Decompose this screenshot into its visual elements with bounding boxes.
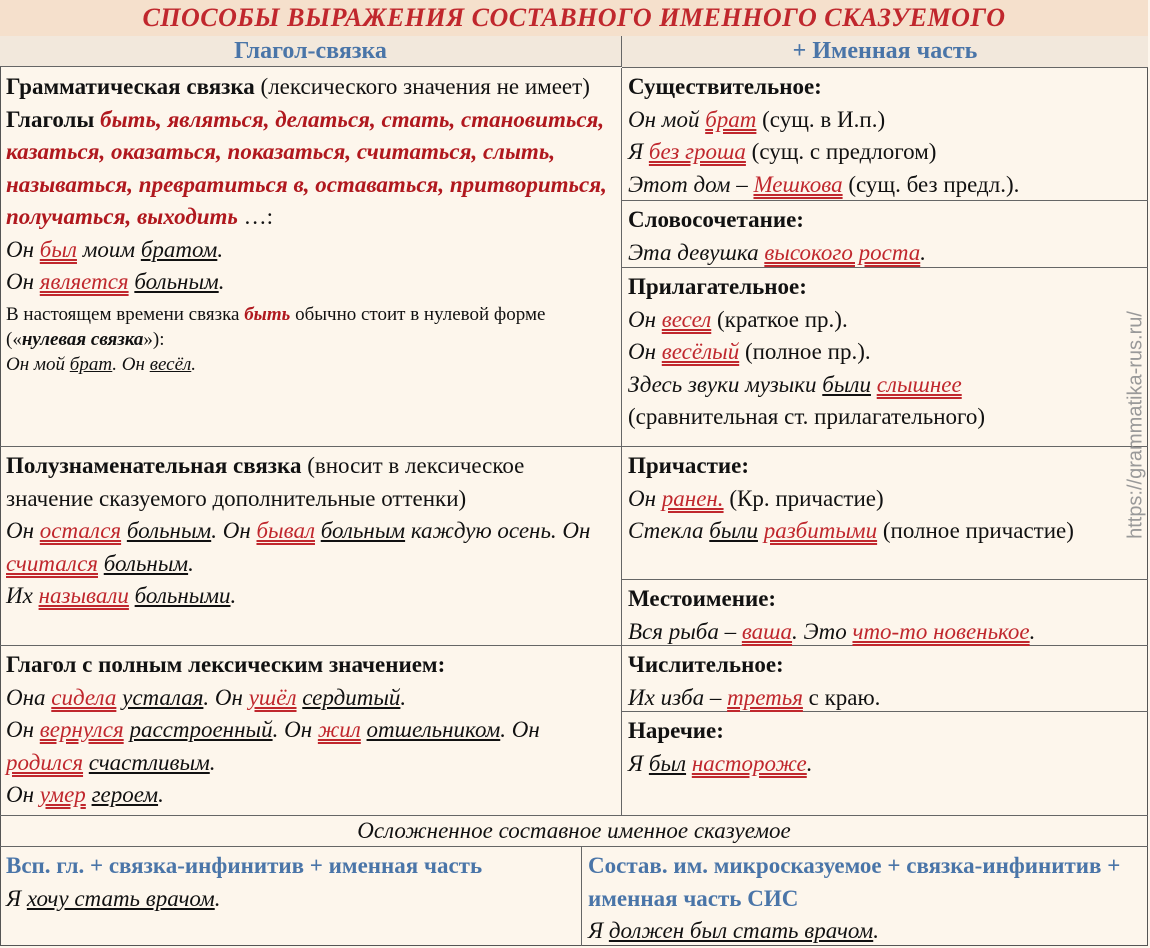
nominal-part: весёлый [661, 339, 740, 364]
cell-adverb [622, 712, 1148, 816]
text: Их изба – [628, 684, 728, 710]
full-heading: Глагол с полным лексическим значением: [6, 652, 446, 677]
text: . Он [203, 684, 249, 710]
text: Она [6, 684, 52, 710]
comment: (сущ. в И.п.) [756, 106, 886, 132]
text: Он [628, 339, 662, 364]
adjective-heading: Прилагательное: [628, 274, 807, 299]
nominal-part: братом [140, 236, 218, 262]
cell-noun [622, 68, 1148, 201]
link-verb: был [39, 236, 77, 262]
text: Он [6, 236, 40, 262]
text: с краю. [802, 684, 881, 710]
text: Я [6, 885, 27, 911]
verbs-tail: …: [237, 204, 274, 229]
noun-line-2 [628, 136, 1142, 169]
text: каждую осень. Он [405, 518, 591, 543]
text: . [191, 353, 197, 375]
watermark [1121, 285, 1150, 565]
link-verb: остался [39, 518, 122, 543]
nominal-part: больными [134, 583, 231, 608]
verb: вернулся [39, 717, 124, 742]
nominal-part: Мешкова [753, 171, 843, 197]
cell-complex-left [0, 847, 582, 946]
verbs-label: Глаголы [6, 106, 101, 132]
participle-line-1 [628, 483, 1142, 516]
nominal-part: разбитыми [763, 518, 878, 543]
complex-left-example [6, 883, 575, 916]
pronoun-line-1 [628, 616, 1142, 649]
comment: (сущ. без предл.). [842, 171, 1020, 197]
text: Он [628, 306, 662, 332]
text: »): [143, 328, 165, 350]
grammatical-example-1 [6, 234, 615, 267]
grammatical-heading: Грамматическая связка [6, 74, 255, 99]
nominal-part: без гроша [648, 139, 746, 164]
link-verb: бывал [256, 518, 315, 543]
comment: (Кр. причастие) [723, 485, 884, 511]
complex-right-example [588, 915, 1142, 948]
predicate: хочу стать врачом [26, 885, 215, 911]
phrase-heading: Словосочетание: [628, 207, 804, 232]
text: . Это [792, 618, 853, 644]
text: . [209, 749, 216, 775]
link-verb: является [39, 269, 129, 294]
text: . [806, 750, 813, 776]
nominal-part: отшельником [366, 717, 501, 742]
nominal-part: ваша [741, 618, 793, 644]
comment: (полное причастие) [877, 518, 1074, 543]
noun-line-1 [628, 104, 1142, 137]
text: Вся рыба – [628, 618, 742, 644]
cell-participle [622, 447, 1148, 580]
verb: ушёл [248, 684, 297, 710]
text: Я [628, 139, 649, 164]
full-example-2 [6, 714, 615, 779]
link-verb: были [709, 518, 758, 543]
nominal-part: героем [91, 782, 159, 807]
text: Я [588, 918, 609, 943]
zero-link-example [6, 352, 615, 377]
nominal-part: больным [320, 518, 406, 543]
text: . Он [211, 518, 257, 543]
text: . [218, 269, 225, 294]
nominal-part: счастливым [88, 749, 210, 775]
comment: (сущ. с предлогом) [745, 139, 937, 164]
semi-example-1 [6, 515, 615, 580]
text: . [217, 236, 224, 262]
complex-title: Осложненное составное именное сказуемое [0, 816, 1148, 847]
complex-left-heading: Всп. гл. + связка-инфинитив + именная часть [6, 853, 483, 878]
text: Я [628, 750, 649, 776]
cell-semi-link [0, 447, 622, 646]
adverb-line-1 [628, 748, 1142, 781]
text: Здесь звуки музыки [628, 371, 823, 397]
text: Эта девушка [628, 239, 765, 265]
cell-pronoun [622, 580, 1148, 646]
nominal-part: больным [126, 518, 212, 543]
text: обычно стоит в нулевой форме (« [6, 303, 546, 350]
nominal-part: сердитый [302, 684, 401, 710]
header-nominal-part: + Именная часть [622, 36, 1148, 68]
nominal-part: усталая [122, 684, 204, 710]
zero-term: нулевая связка [21, 328, 144, 350]
text: . Он [272, 717, 318, 742]
nominal-part: ранен. [661, 485, 724, 511]
text: Стекла [628, 518, 710, 543]
nominal-part: весел [661, 306, 712, 332]
full-example-1 [6, 682, 615, 715]
verb: умер [39, 782, 86, 807]
cell-numeral [622, 646, 1148, 712]
nominal-part: настороже [691, 750, 807, 776]
numeral-line-1 [628, 682, 1142, 715]
verb: сидела [51, 684, 117, 710]
adjective-line-2 [628, 336, 1142, 369]
text: . [1029, 618, 1036, 644]
cell-phrase [622, 201, 1148, 268]
nominal-part: брат [69, 353, 113, 375]
nominal-part: высокого роста [764, 239, 921, 265]
link-verb: были [822, 371, 871, 397]
nominal-part: третья [727, 684, 803, 710]
phrase-line-1 [628, 237, 1142, 270]
complex-right-heading: Состав. им. микросказуемое + связка-инфинитив + именная часть СИС [588, 853, 1121, 911]
semi-heading-line [6, 450, 615, 515]
text: . Он [500, 717, 540, 742]
text: В настоящем времени связка [6, 303, 245, 325]
predicate: должен был стать врачом [608, 918, 874, 943]
nominal-part: что-то новенькое [852, 618, 1030, 644]
semi-example-2 [6, 580, 615, 613]
text: . [400, 684, 407, 710]
text: . Он [112, 353, 150, 375]
full-example-3 [6, 779, 615, 812]
text: . [230, 583, 237, 608]
zero-link-note [6, 302, 615, 352]
noun-line-3 [628, 169, 1142, 202]
comment: (краткое пр.). [711, 306, 848, 332]
text: Он [6, 518, 40, 543]
nominal-part: расстроенный [129, 717, 273, 742]
verb: жил [317, 717, 361, 742]
cell-complex-right [582, 847, 1148, 946]
grammatical-heading-line [6, 71, 615, 104]
link-verb: был [648, 750, 687, 776]
adjective-line-1 [628, 304, 1142, 337]
text: . [920, 239, 926, 265]
text: моим [76, 236, 141, 262]
grammatical-example-2 [6, 266, 615, 299]
cell-full-verb [0, 646, 622, 816]
text: Он [6, 782, 40, 807]
text: Их [6, 583, 39, 608]
text: Он [628, 485, 662, 511]
text: . [158, 782, 164, 807]
adjective-line-4: (сравнительная ст. прилагательного) [628, 404, 986, 429]
semi-note: (вносит в лексическое значение сказуемого дополнительные оттенки) [6, 453, 525, 511]
pronoun-heading: Местоимение: [628, 586, 777, 611]
verbs-line [6, 104, 615, 234]
link-verb: называли [38, 583, 129, 608]
nominal-part: слышнее [876, 371, 962, 397]
header-linking-verb: Глагол-связка [0, 36, 622, 67]
comment: (полное пр.). [739, 339, 871, 364]
participle-heading: Причастие: [628, 453, 750, 478]
text: Он мой [628, 106, 706, 132]
text: Он [6, 717, 40, 742]
nominal-part: брат [705, 106, 757, 132]
text: Он мой [6, 353, 70, 375]
text: Этот дом – [628, 171, 754, 197]
text: Он [6, 269, 40, 294]
text: . [214, 885, 221, 911]
verbs-list: быть, являться, делаться, стать, становиться, казаться, оказаться, показаться, считаться, слыть, называться, превратиться в, оставаться, притвориться, получаться, выходить [6, 106, 607, 229]
adverb-heading: Наречие: [628, 718, 724, 743]
zero-verb: быть [244, 303, 291, 325]
participle-line-2 [628, 515, 1142, 548]
noun-heading: Существительное: [628, 74, 822, 99]
semi-heading: Полузнаменательная связка [6, 453, 302, 478]
nominal-part: больным [103, 550, 189, 576]
cell-grammatical-link [0, 68, 622, 447]
nominal-part: больным [134, 269, 219, 294]
adjective-line-3 [628, 369, 1142, 402]
page-title: СПОСОБЫ ВЫРАЖЕНИЯ СОСТАВНОГО ИМЕННОГО СКАЗУЕМОГО [0, 0, 1148, 37]
cell-adjective [622, 268, 1148, 447]
grammatical-note: (лексического значения не имеет) [254, 74, 590, 99]
text: . [873, 918, 879, 943]
verb: родился [6, 749, 84, 775]
nominal-part: весёл [149, 353, 192, 375]
link-verb: считался [6, 550, 98, 576]
numeral-heading: Числительное: [628, 652, 784, 677]
text: . [188, 550, 194, 576]
watermark-text: https://grammatika-rus.ru/ [1124, 311, 1147, 539]
